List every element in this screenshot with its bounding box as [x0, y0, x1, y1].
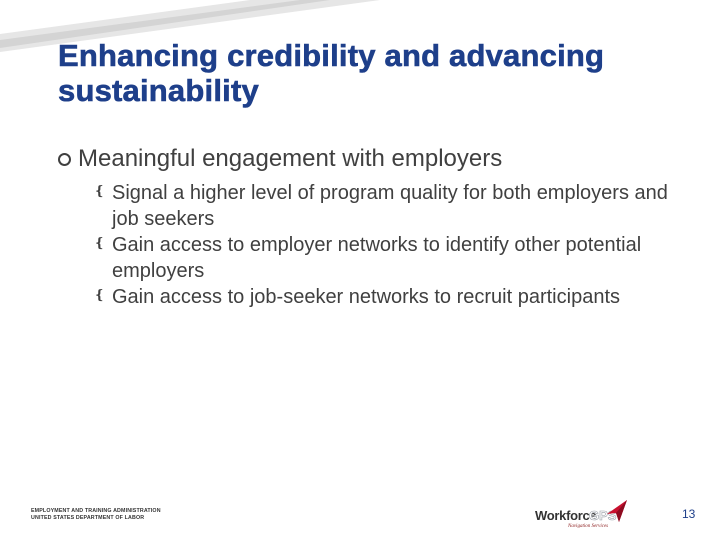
agency-line-2: UNITED STATES DEPARTMENT OF LABOR [31, 515, 145, 521]
page-number: 13 [682, 507, 696, 521]
slide-title: Enhancing credibility and advancing sustainability [58, 38, 605, 108]
list-item [94, 232, 678, 284]
main-bullet [58, 144, 678, 174]
sub-bullet-list [94, 180, 678, 310]
logo-text-gps: GPS [589, 508, 617, 523]
logo-tagline: Navigation Services [568, 524, 609, 529]
agency-footer [31, 508, 161, 522]
hollow-circle-icon [58, 144, 78, 174]
list-item [94, 284, 678, 310]
sub-bullet-text: Gain access to job-seeker networks to recruit participants [112, 286, 620, 308]
workforcegps-logo [535, 498, 630, 532]
bracket-bullet-icon: ❴ [94, 287, 105, 302]
bracket-bullet-icon: ❴ [94, 183, 105, 198]
list-item [94, 180, 678, 232]
sub-bullet-text: Signal a higher level of program quality for both employers and job seekers [112, 182, 668, 230]
bracket-bullet-icon: ❴ [94, 235, 105, 250]
agency-line-1: EMPLOYMENT AND TRAINING ADMINISTRATION [31, 508, 161, 514]
logo-text-main: Workforce [535, 508, 597, 523]
sub-bullet-text: Gain access to employer networks to identify other potential employers [112, 234, 642, 282]
main-bullet-text: Meaningful engagement with employers [78, 145, 503, 172]
red-arrow-icon [605, 498, 629, 524]
slide-content [58, 144, 678, 310]
